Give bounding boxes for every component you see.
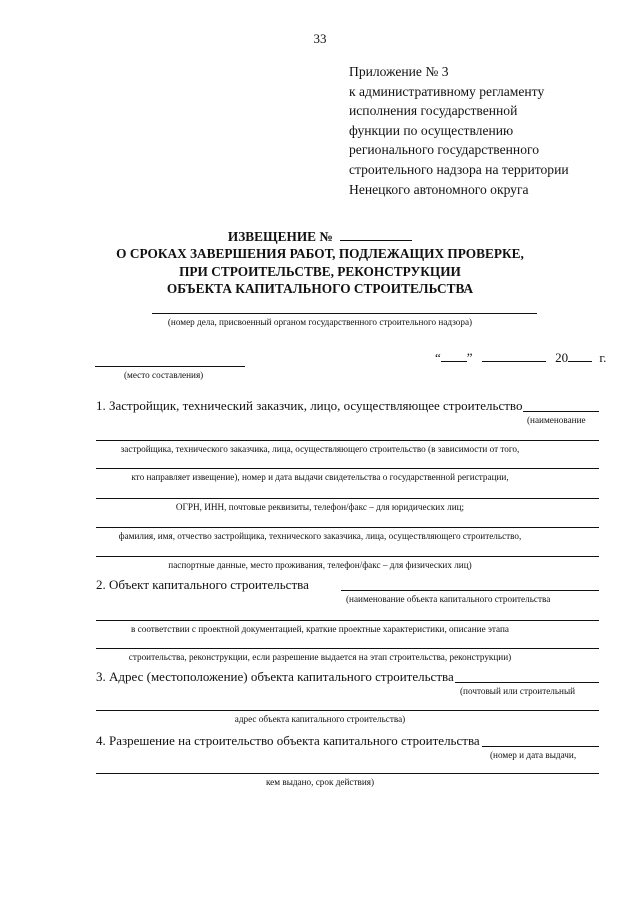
section-4-label: 4. Разрешение на строительство объекта капитального строительства [96, 733, 480, 748]
section-4-caption-0: (номер и дата выдачи, [490, 750, 577, 760]
title-line: О СРОКАХ ЗАВЕРШЕНИЯ РАБОТ, ПОДЛЕЖАЩИХ ПРОВЕРКЕ, [116, 246, 524, 262]
section-2-caption-1: в соответствии с проектной документацией, краткие проектные характеристики, описание этапа [131, 624, 509, 634]
section-3-field-0[interactable] [455, 682, 599, 683]
appendix-line: строительного надзора на территории [349, 161, 569, 177]
section-3-caption-0: (почтовый или строительный [460, 686, 576, 696]
day-field[interactable] [441, 360, 467, 362]
appendix-header [349, 62, 569, 199]
title-line: ОБЪЕКТА КАПИТАЛЬНОГО СТРОИТЕЛЬСТВА [166, 281, 474, 297]
notice-number-field[interactable] [340, 239, 412, 241]
section-1-field-1[interactable] [96, 440, 599, 441]
case-number-caption: (номер дела, присвоенный органом государственного строительного надзора) [167, 317, 473, 327]
section-2-field-1[interactable] [96, 620, 599, 621]
appendix-line: регионального государственного [349, 142, 540, 158]
section-2-caption-0: (наименование объекта капитального строительства [346, 594, 551, 604]
section-2-field-2[interactable] [96, 648, 599, 649]
section-1-field-5[interactable] [96, 556, 599, 557]
section-1-caption-3: ОГРН, ИНН, почтовые реквизиты, телефон/факс – для юридических лиц; [175, 502, 465, 512]
section-1-caption-4: фамилия, имя, отчество застройщика, технического заказчика, лица, осуществляющего строительство, [118, 531, 522, 541]
section-1-field-4[interactable] [96, 527, 599, 528]
place-caption: (место составления) [124, 370, 204, 380]
appendix-line: функции по осуществлению [349, 122, 514, 138]
section-1-caption-2: кто направляет извещение), номер и дата выдачи свидетельства о государственной регистрации, [131, 472, 509, 482]
section-1-field-3[interactable] [96, 498, 599, 499]
title-notice-label: ИЗВЕЩЕНИЕ № [227, 229, 333, 244]
section-3-label: 3. Адрес (местоположение) объекта капитального строительства [96, 669, 454, 684]
section-1-caption-1: застройщика, технического заказчика, лица, осуществляющего строительство (в зависимости от того, [120, 444, 520, 454]
section-4-field-1[interactable] [96, 773, 599, 774]
section-3-caption-1: адрес объекта капитального строительства) [234, 714, 406, 724]
year-suffix: г. [599, 350, 607, 365]
section-4-field-0[interactable] [482, 746, 599, 747]
case-number-field[interactable] [152, 313, 537, 314]
section-2-caption-2: строительства, реконструкции, если разрешение выдается на этап строительства, реконструкции) [128, 652, 512, 662]
section-2-label: 2. Объект капитального строительства [96, 577, 309, 592]
title-line: ПРИ СТРОИТЕЛЬСТВЕ, РЕКОНСТРУКЦИИ [179, 263, 461, 279]
section-1-label: 1. Застройщик, технический заказчик, лицо, осуществляющее строительство [96, 398, 523, 413]
appendix-line: исполнения государственной [349, 103, 518, 119]
section-3-field-1[interactable] [96, 710, 599, 711]
title-line-number [0, 228, 640, 245]
appendix-line: к административному регламенту [349, 83, 545, 99]
section-4-caption-1: кем выдано, срок действия) [265, 777, 375, 787]
year-prefix: 20 [555, 350, 569, 365]
date-open-quote: “ [435, 350, 441, 365]
place-field[interactable] [95, 366, 245, 367]
section-1-field-2[interactable] [96, 468, 599, 469]
document-title [0, 228, 640, 298]
section-1-caption-0: (наименование [527, 415, 586, 425]
page-number: 33 [313, 31, 327, 46]
appendix-line: Приложение № 3 [349, 64, 449, 79]
year-field[interactable] [568, 360, 592, 362]
section-1-caption-5: паспортные данные, место проживания, телефон/факс – для физических лиц) [168, 560, 472, 570]
appendix-line: Ненецкого автономного округа [349, 181, 529, 197]
date-block [435, 350, 606, 366]
date-close-quote: ” [466, 350, 473, 365]
section-2-field-0[interactable] [341, 590, 599, 591]
month-field[interactable] [482, 360, 546, 362]
section-1-field-0[interactable] [523, 411, 599, 412]
